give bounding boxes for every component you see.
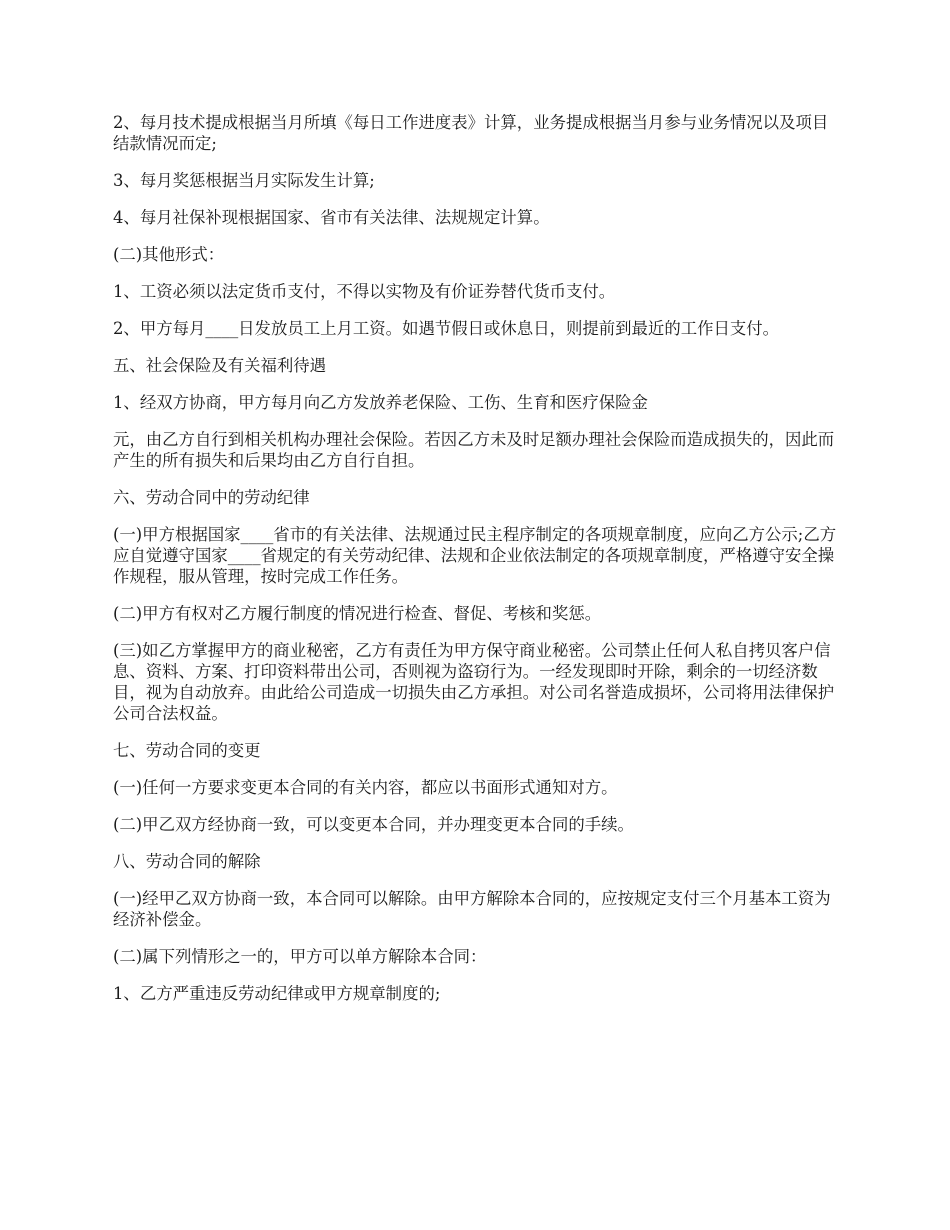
paragraph-unilateral-termination: (二)属下列情形之一的，甲方可以单方解除本合同： [113,947,487,966]
paragraph-social-insurance-subsidy: 4、每月社保补现根据国家、省市有关法律、法规规定计算。 [113,208,550,227]
paragraph-rules-publication: (一)甲方根据国家____省市的有关法律、法规通过民主程序制定的各项规章制度，应向乙方公示;乙方应自觉遵守国家____省规定的有关劳动纪律、法规和企业依法制定的各项规章制度，严格遵守安全操作规程，服从管理，按时完成工作任务。 [113,525,837,586]
paragraph-payday: 2、甲方每月____日发放员工上月工资。如遇节假日或休息日，则提前到最近的工作日支付。 [113,319,780,338]
paragraph-written-notice: (一)任何一方要求变更本合同的有关内容，都应以书面形式通知对方。 [113,778,618,797]
section-heading-labor-discipline: 六、劳动合同中的劳动纪律 [113,488,310,507]
document-body [113,112,838,1020]
paragraph-trade-secrets: (三)如乙方掌握甲方的商业秘密，乙方有责任为甲方保守商业秘密。公司禁止任何人私自拷贝客户信息、资料、方案、打印资料带出公司，否则视为盗窃行为。一经发现即时开除，剩余的一切经济数目，视为自动放弃。由此给公司造成一切损失由乙方承担。对公司名誉造成损坏，公司将用法律保护公司合法权益。 [113,641,835,723]
paragraph-tech-commission: 2、每月技术提成根据当月所填《每日工作进度表》计算，业务提成根据当月参与业务情况以及项目结款情况而定; [113,113,829,153]
paragraph-insurance-allowance: 1、经双方协商，甲方每月向乙方发放养老保险、工伤、生育和医疗保险金 [113,393,648,412]
paragraph-serious-violation: 1、乙方严重违反劳动纪律或甲方规章制度的; [113,984,441,1003]
section-heading-contract-change: 七、劳动合同的变更 [113,741,261,760]
section-heading-contract-termination: 八、劳动合同的解除 [113,852,261,871]
subheading-other-forms: (二)其他形式： [113,245,225,264]
paragraph-insurance-responsibility: 元，由乙方自行到相关机构办理社会保险。若因乙方未及时足额办理社会保险而造成损失的，因此而产生的所有损失和后果均由乙方自行自担。 [113,430,835,470]
paragraph-mutual-termination: (一)经甲乙双方协商一致，本合同可以解除。由甲方解除本合同的，应按规定支付三个月基本工资为经济补偿金。 [113,889,831,929]
paragraph-rewards-penalties: 3、每月奖惩根据当月实际发生计算; [113,171,375,190]
paragraph-inspection-rights: (二)甲方有权对乙方履行制度的情况进行检查、督促、考核和奖惩。 [113,604,602,623]
paragraph-legal-currency: 1、工资必须以法定货币支付，不得以实物及有价证券替代货币支付。 [113,282,616,301]
paragraph-mutual-change: (二)甲乙双方经协商一致，可以变更本合同，并办理变更本合同的手续。 [113,815,634,834]
section-heading-social-insurance: 五、社会保险及有关福利待遇 [113,356,327,375]
